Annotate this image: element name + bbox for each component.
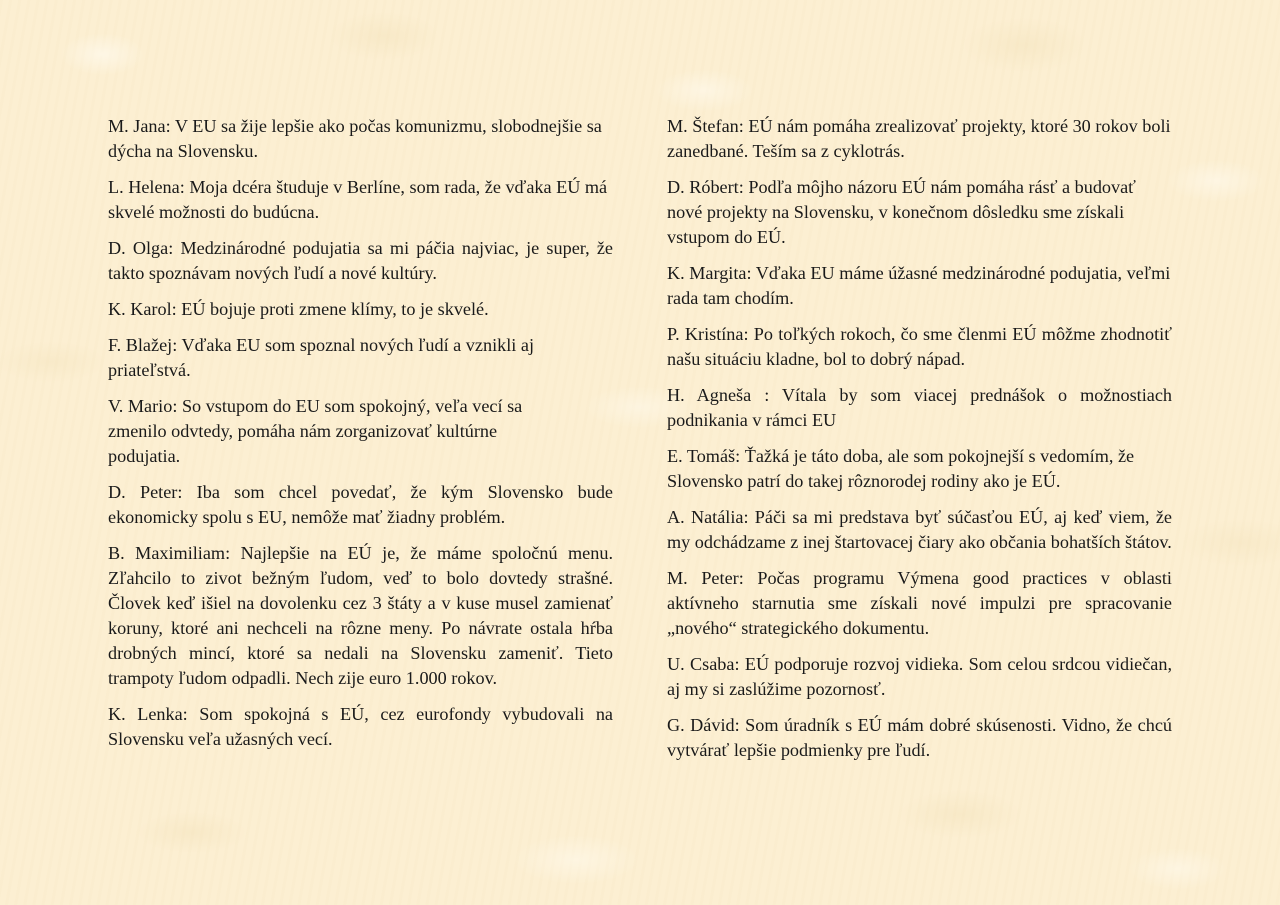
- quote-paragraph: [667, 261, 1172, 311]
- quote-speaker: U. Csaba:: [667, 654, 740, 674]
- quote-text: Som spokojná s EÚ, cez eurofondy vybudovali na Slovensku veľa užasných vecí.: [108, 704, 613, 749]
- quote-paragraph: [108, 541, 613, 691]
- quote-speaker: K. Margita:: [667, 263, 752, 283]
- quote-paragraph: [108, 297, 613, 322]
- quote-speaker: K. Karol:: [108, 299, 177, 319]
- quote-text: Podľa môjho názoru EÚ nám pomáha rásť a budovať nové projekty na Slovensku, v konečnom dôsledku sme získali vstupom do EÚ.: [667, 177, 1136, 247]
- quote-paragraph: [108, 394, 613, 469]
- quote-speaker: H. Agneša :: [667, 385, 770, 405]
- quote-text: Ťažká je táto doba, ale som pokojnejší s vedomím, že Slovensko patrí do takej rôznorodej rodiny ako je EÚ.: [667, 446, 1135, 491]
- quote-speaker: G. Dávid:: [667, 715, 740, 735]
- quote-text: EÚ nám pomáha zrealizovať projekty, ktoré 30 rokov boli zanedbané. Teším sa z cyklotrás.: [667, 116, 1171, 161]
- quote-speaker: L. Helena:: [108, 177, 185, 197]
- quote-speaker: D. Róbert:: [667, 177, 744, 197]
- quote-text: Po toľkých rokoch, čo sme členmi EÚ môžme zhodnotiť našu situáciu kladne, bol to dobrý nápad.: [667, 324, 1172, 369]
- quote-speaker: K. Lenka:: [108, 704, 188, 724]
- quote-text: Najlepšie na EÚ je, že máme spoločnú menu. Zľahcilo to zivot bežným ľudom, veď to bolo dovtedy strašné. Človek keď išiel na dovolenku cez 3 štáty a v kuse musel zamienať koruny, ktoré ani nechceli na rôzne meny. Po návrate ostala hŕba drobných mincí, ktoré sa nedali na Slovensku zameniť. Tieto trampoty ľudom odpadli. Nech zije euro 1.000 rokov.: [108, 543, 613, 688]
- quote-speaker: D. Olga:: [108, 238, 174, 258]
- quote-speaker: B. Maximiliam:: [108, 543, 231, 563]
- quote-text: EÚ podporuje rozvoj vidieka. Som celou srdcou vidiečan, aj my si zaslúžime pozornosť.: [667, 654, 1172, 699]
- quote-speaker: A. Natália:: [667, 507, 749, 527]
- quote-text: So vstupom do EU som spokojný, veľa vecí sa zmenilo odvtedy, pomáha nám zorganizovať kultúrne podujatia.: [108, 396, 523, 466]
- quote-paragraph: [667, 505, 1172, 555]
- quote-text: Vítala by som viacej prednášok o možnostiach podnikania v rámci EU: [667, 385, 1172, 430]
- quote-text: Páči sa mi predstava byť súčasťou EÚ, aj keď viem, že my odchádzame z inej štartovacej čiary ako občania bohatších štátov.: [667, 507, 1172, 552]
- quote-paragraph: [667, 383, 1172, 433]
- quote-text: V EU sa žije lepšie ako počas komunizmu, slobodnejšie sa dýcha na Slovensku.: [108, 116, 602, 161]
- quote-speaker: D. Peter:: [108, 482, 183, 502]
- quote-speaker: F. Blažej:: [108, 335, 178, 355]
- quote-paragraph: [108, 333, 613, 383]
- quote-text: Vďaka EU máme úžasné medzinárodné podujatia, veľmi rada tam chodím.: [667, 263, 1171, 308]
- quote-speaker: V. Mario:: [108, 396, 178, 416]
- quote-text: Počas programu Výmena good practices v oblasti aktívneho starnutia sme získali nové impulzi pre spracovanie „nového“ strategického dokumentu.: [667, 568, 1172, 638]
- quote-speaker: E. Tomáš:: [667, 446, 741, 466]
- quote-paragraph: [108, 114, 613, 164]
- quote-paragraph: [667, 114, 1172, 164]
- quote-paragraph: [667, 566, 1172, 641]
- quote-paragraph: [108, 236, 613, 286]
- right-column: [667, 114, 1172, 774]
- left-column: [108, 114, 613, 763]
- quote-paragraph: [108, 175, 613, 225]
- quote-speaker: M. Jana:: [108, 116, 171, 136]
- quote-speaker: M. Štefan:: [667, 116, 744, 136]
- quote-speaker: P. Kristína:: [667, 324, 749, 344]
- quote-paragraph: [667, 322, 1172, 372]
- quote-paragraph: [667, 652, 1172, 702]
- quote-text: Moja dcéra študuje v Berlíne, som rada, že vďaka EÚ má skvelé možnosti do budúcna.: [108, 177, 608, 222]
- quote-paragraph: [108, 702, 613, 752]
- quote-speaker: M. Peter:: [667, 568, 744, 588]
- quote-text: Medzinárodné podujatia sa mi páčia najviac, je super, že takto spoznávam nových ľudí a nové kultúry.: [108, 238, 613, 283]
- quote-paragraph: [108, 480, 613, 530]
- quote-text: Vďaka EU som spoznal nových ľudí a vznikli aj priateľstvá.: [108, 335, 534, 380]
- quote-paragraph: [667, 444, 1172, 494]
- quote-paragraph: [667, 175, 1172, 250]
- quote-text: EÚ bojuje proti zmene klímy, to je skvelé.: [176, 299, 489, 319]
- quote-text: Som úradník s EÚ mám dobré skúsenosti. Vidno, že chcú vytvárať lepšie podmienky pre ľudí.: [667, 715, 1173, 760]
- quote-text: Iba som chcel povedať, že kým Slovensko bude ekonomicky spolu s EU, nemôže mať žiadny problém.: [108, 482, 613, 527]
- quote-paragraph: [667, 713, 1172, 763]
